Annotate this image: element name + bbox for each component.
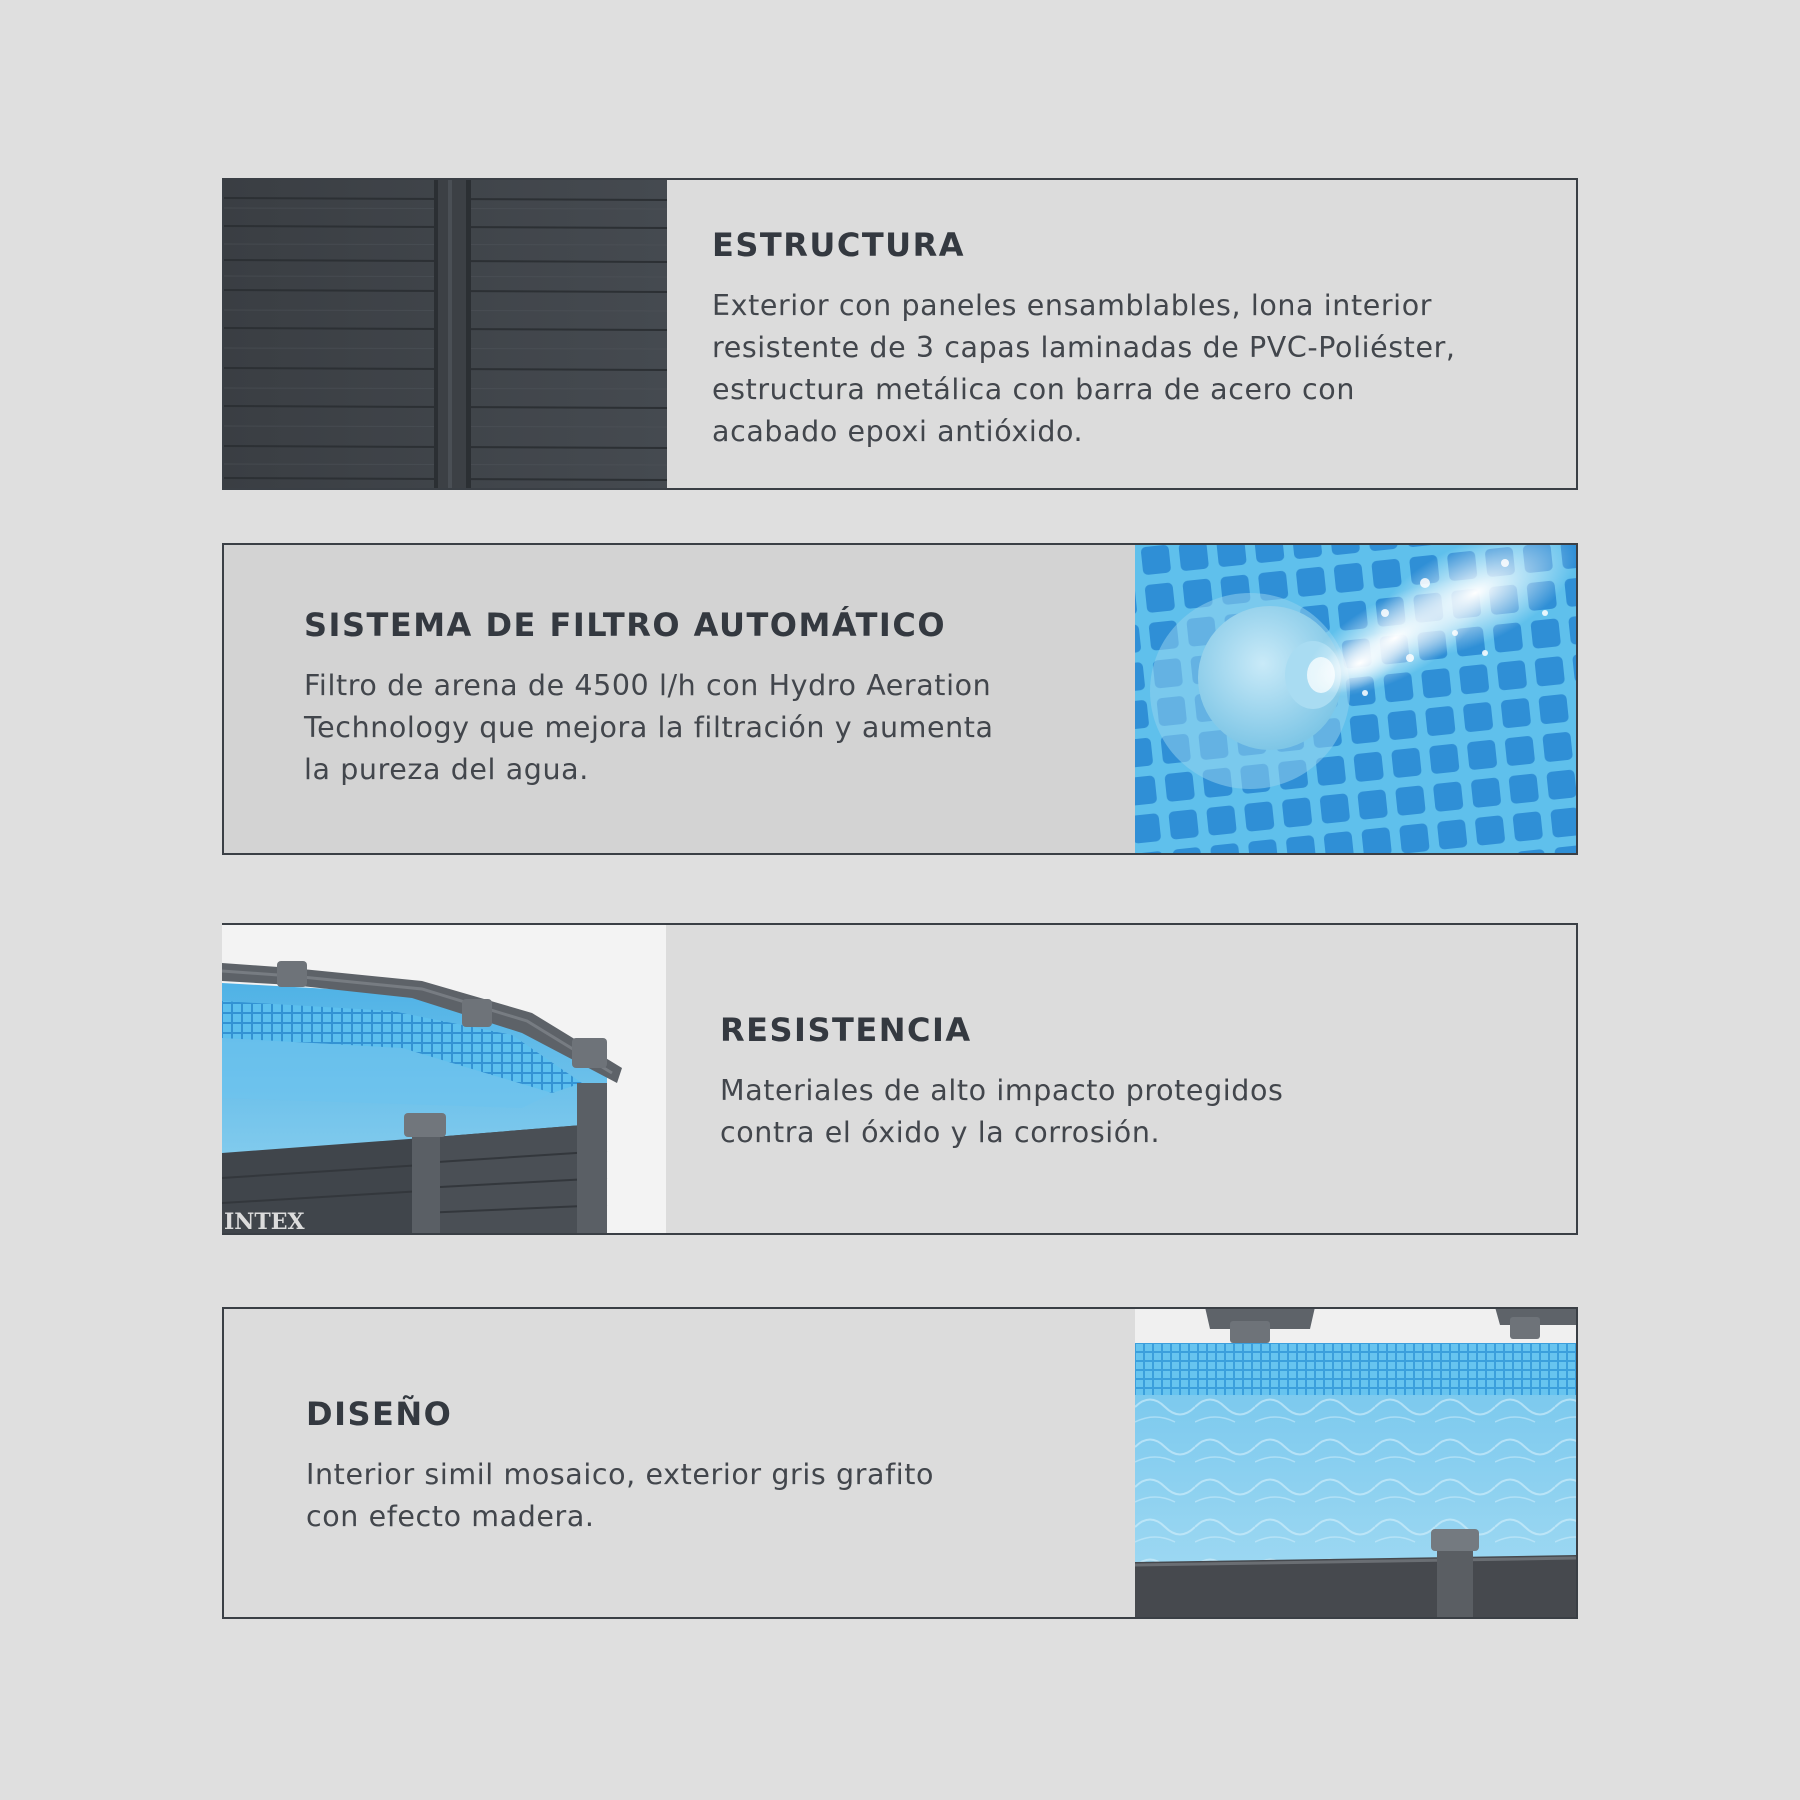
feature-card-diseno bbox=[222, 1307, 1578, 1619]
description-line: Exterior con paneles ensamblables, lona interior bbox=[712, 289, 1433, 323]
feature-text bbox=[720, 1013, 1520, 1154]
description-line: contra el óxido y la corrosión. bbox=[720, 1116, 1161, 1150]
brand-logo-text: INTEX bbox=[224, 1209, 305, 1235]
description-line: acabado epoxi antióxido. bbox=[712, 415, 1084, 449]
feature-title: SISTEMA DE FILTRO AUTOMÁTICO bbox=[304, 606, 947, 644]
feature-title: ESTRUCTURA bbox=[712, 226, 966, 264]
feature-text bbox=[306, 1397, 1106, 1538]
description-line: Interior simil mosaico, exterior gris grafito bbox=[306, 1458, 935, 1492]
feature-description bbox=[306, 1454, 1106, 1538]
feature-title: DISEÑO bbox=[306, 1395, 453, 1433]
description-line: Filtro de arena de 4500 l/h con Hydro Aeration bbox=[304, 669, 992, 703]
description-line: la pureza del agua. bbox=[304, 753, 589, 787]
feature-title: RESISTENCIA bbox=[720, 1011, 972, 1049]
feature-description bbox=[720, 1070, 1520, 1154]
feature-text bbox=[712, 228, 1572, 453]
feature-description bbox=[304, 665, 1134, 791]
description-line: con efecto madera. bbox=[306, 1500, 595, 1534]
water-jet-nozzle-photo bbox=[1135, 543, 1578, 855]
description-line: Materiales de alto impacto protegidos bbox=[720, 1074, 1284, 1108]
description-line: resistente de 3 capas laminadas de PVC-Poliéster, bbox=[712, 331, 1456, 365]
feature-description bbox=[712, 285, 1572, 453]
feature-card-resistencia bbox=[222, 923, 1578, 1235]
description-line: estructura metálica con barra de acero con bbox=[712, 373, 1356, 407]
description-line: Technology que mejora la filtración y aumenta bbox=[304, 711, 994, 745]
feature-card-filtro bbox=[222, 543, 1578, 855]
pool-mosaic-interior-photo bbox=[1135, 1307, 1578, 1619]
feature-card-estructura bbox=[222, 178, 1578, 490]
wood-panel-wall-photo bbox=[222, 178, 667, 490]
pool-frame-corner-photo bbox=[222, 923, 666, 1235]
feature-text bbox=[304, 608, 1134, 791]
